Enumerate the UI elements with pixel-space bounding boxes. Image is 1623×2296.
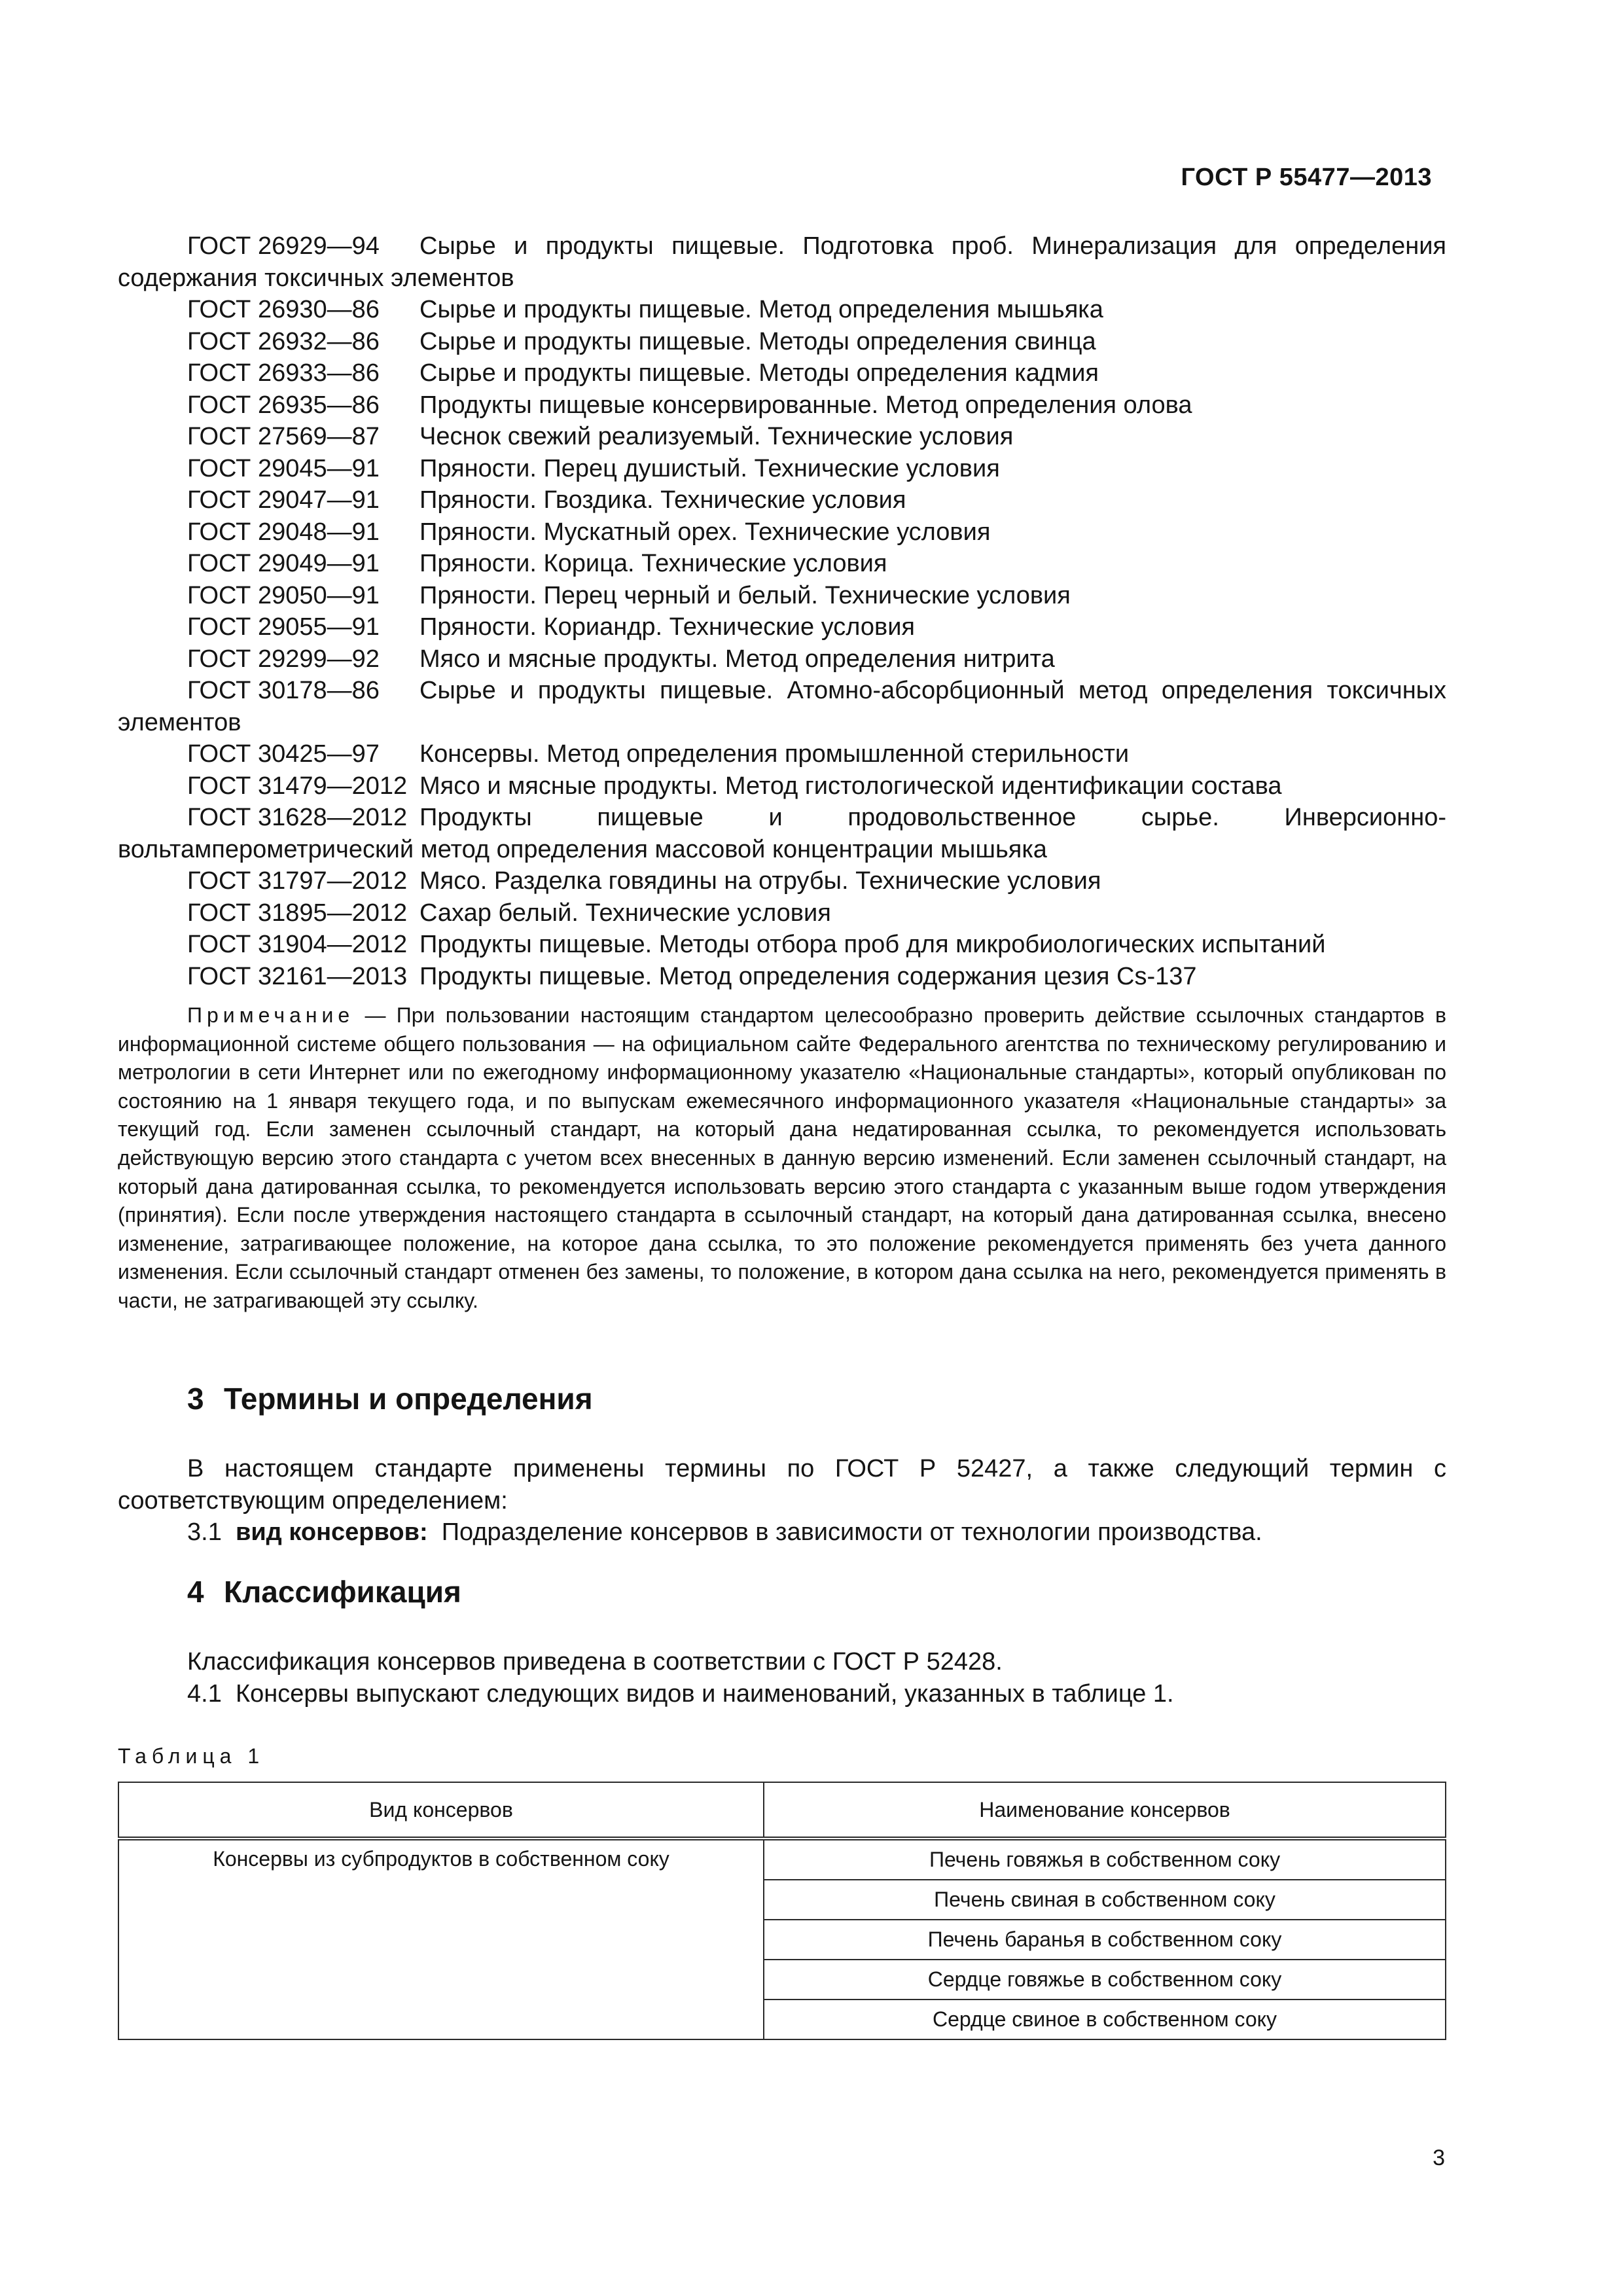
table-1 [118, 1782, 1446, 2040]
reference-code: ГОСТ 31628—2012 [187, 804, 408, 831]
reference-code: ГОСТ 29299—92 [187, 645, 380, 673]
table-cell-name: Печень говяжья в собственном соку [764, 1839, 1446, 1880]
note-text: — При пользовании настоящим стандартом целесообразно проверить действие ссылочных стандартов в информационной системе общего пользования — на официальном сайте Федерального агентства по техническому регулированию и метрологии в сети Интернет или по ежегодному информационному указателю «Национальные стандарты», который опубликован по состоянию на 1 января текущего года, и по выпускам ежемесячного информационного указателя «Национальные стандарты» за текущий год. Если заменен ссылочный стандарт, на который дана недатированная ссылка, то рекомендуется использовать действующую версию этого стандарта с учетом всех внесенных в данную версию изменений. Если заменен ссылочный стандарт, на который дана датированная ссылка, то рекомендуется использовать версию этого стандарта с указанным выше годом утверждения (принятия). Если после утверждения настоящего стандарта в ссылочный стандарт, на который дана датированная ссылка, внесено изменение, затрагивающее положение, на которое дана ссылка, то это положение рекомендуется применять без учета данного изменения. Если ссылочный стандарт отменен без замены, то положение, в котором дана ссылка на него, рекомендуется применять в части, не затрагивающей эту ссылку. [118, 1003, 1447, 1312]
reference-code: ГОСТ 27569—87 [187, 423, 380, 450]
reference-title: Пряности. Перец душистый. Технические условия [419, 454, 1000, 482]
reference-item [118, 611, 1446, 643]
table-cell-kind: Консервы из субпродуктов в собственном соку [118, 1839, 764, 2039]
reference-title: Мясо и мясные продукты. Метод гистологической идентификации состава [419, 772, 1282, 800]
reference-title: Пряности. Кориандр. Технические условия [419, 613, 915, 641]
reference-title: Сырье и продукты пищевые. Метод определения мышьяка [419, 296, 1103, 323]
reference-item [118, 580, 1446, 612]
document-code-header: ГОСТ Р 55477—2013 [1181, 164, 1432, 191]
table-cell-name: Сердце говяжье в собственном соку [764, 1960, 1446, 2000]
reference-item [118, 929, 1446, 961]
item-text: Консервы выпускают следующих видов и наименований, указанных в таблице 1. [235, 1680, 1174, 1708]
reference-title: Сырье и продукты пищевые. Подготовка проб. Минерализация для определения содержания токсичных элементов [118, 232, 1446, 292]
note-label: Примечание [187, 1003, 355, 1027]
normative-references-list [118, 230, 1446, 992]
reference-item [118, 484, 1446, 516]
section-3-title: Термины и определения [224, 1382, 593, 1416]
reference-item [118, 516, 1446, 548]
note-paragraph [118, 1001, 1446, 1316]
reference-code: ГОСТ 29045—91 [187, 454, 380, 482]
section-4-item [118, 1678, 1446, 1710]
reference-title: Продукты пищевые и продовольственное сырье. Инверсионно-вольтамперометрический метод определения массовой концентрации мышьяка [118, 804, 1446, 863]
reference-item [118, 770, 1446, 802]
reference-item [118, 548, 1446, 580]
section-4-title: Классификация [224, 1575, 461, 1609]
reference-code: ГОСТ 26935—86 [187, 391, 380, 419]
reference-code: ГОСТ 31479—2012 [187, 772, 408, 800]
table-row [118, 1839, 1446, 1880]
page-number: 3 [1433, 2145, 1445, 2170]
reference-title: Пряности. Корица. Технические условия [419, 550, 887, 577]
reference-code: ГОСТ 31895—2012 [187, 899, 408, 927]
reference-code: ГОСТ 26932—86 [187, 327, 380, 355]
table-header-kind: Вид консервов [118, 1782, 764, 1839]
table-cell-name: Печень свиная в собственном соку [764, 1880, 1446, 1920]
reference-item [118, 961, 1446, 993]
reference-title: Чеснок свежий реализуемый. Технические условия [419, 423, 1014, 450]
reference-code: ГОСТ 26930—86 [187, 296, 380, 323]
reference-title: Сырье и продукты пищевые. Атомно-абсорбционный метод определения токсичных элементов [118, 677, 1446, 736]
reference-item [118, 865, 1446, 897]
reference-code: ГОСТ 31904—2012 [187, 931, 408, 958]
reference-title: Продукты пищевые консервированные. Метод определения олова [419, 391, 1192, 419]
reference-title: Мясо и мясные продукты. Метод определения нитрита [419, 645, 1055, 673]
table-caption: Таблица 1 [118, 1744, 265, 1768]
reference-code: ГОСТ 29050—91 [187, 581, 380, 609]
reference-title: Сахар белый. Технические условия [419, 899, 831, 927]
reference-item [118, 675, 1446, 738]
reference-code: ГОСТ 31797—2012 [187, 867, 408, 895]
section-4-heading [187, 1574, 461, 1609]
reference-code: ГОСТ 29048—91 [187, 518, 380, 546]
reference-title: Пряности. Гвоздика. Технические условия [419, 486, 906, 514]
reference-item [118, 643, 1446, 675]
reference-item [118, 802, 1446, 865]
reference-code: ГОСТ 26933—86 [187, 359, 380, 387]
table-cell-name: Печень баранья в собственном соку [764, 1920, 1446, 1960]
reference-title: Пряности. Мускатный орех. Технические условия [419, 518, 991, 546]
term-name: вид консервов: [235, 1518, 428, 1546]
term-text: Подразделение консервов в зависимости от технологии производства. [441, 1518, 1262, 1546]
item-number: 4.1 [187, 1680, 222, 1708]
reference-code: ГОСТ 29047—91 [187, 486, 380, 514]
section-4-intro: Классификация консервов приведена в соответствии с ГОСТ Р 52428. [187, 1648, 1003, 1676]
reference-item [118, 357, 1446, 389]
reference-code: ГОСТ 30425—97 [187, 740, 380, 768]
reference-item [118, 453, 1446, 485]
term-definition [118, 1516, 1446, 1549]
reference-code: ГОСТ 29049—91 [187, 550, 380, 577]
reference-code: ГОСТ 26929—94 [187, 232, 380, 260]
reference-item [118, 294, 1446, 326]
term-number: 3.1 [187, 1518, 222, 1546]
section-4-number: 4 [187, 1575, 204, 1609]
reference-item [118, 326, 1446, 358]
reference-title: Пряности. Перец черный и белый. Технические условия [419, 581, 1071, 609]
reference-title: Сырье и продукты пищевые. Методы определения свинца [419, 327, 1096, 355]
table-cell-name: Сердце свиное в собственном соку [764, 2000, 1446, 2039]
reference-item [118, 389, 1446, 422]
reference-title: Сырье и продукты пищевые. Методы определения кадмия [419, 359, 1099, 387]
section-3-intro: В настоящем стандарте применены термины по ГОСТ Р 52427, а также следующий термин с соответствующим определением: [118, 1455, 1446, 1515]
reference-code: ГОСТ 32161—2013 [187, 962, 408, 990]
reference-item [118, 897, 1446, 929]
reference-title: Продукты пищевые. Методы отбора проб для микробиологических испытаний [419, 931, 1326, 958]
reference-title: Консервы. Метод определения промышленной стерильности [419, 740, 1130, 768]
reference-title: Мясо. Разделка говядины на отрубы. Технические условия [419, 867, 1101, 895]
section-3-heading [187, 1381, 593, 1416]
reference-title: Продукты пищевые. Метод определения содержания цезия Cs-137 [419, 962, 1197, 990]
reference-code: ГОСТ 29055—91 [187, 613, 380, 641]
reference-item [118, 230, 1446, 294]
reference-code: ГОСТ 30178—86 [187, 677, 380, 704]
reference-item [118, 421, 1446, 453]
table-header-row [118, 1782, 1446, 1839]
table-header-name: Наименование консервов [764, 1782, 1446, 1839]
reference-item [118, 738, 1446, 770]
section-3-number: 3 [187, 1382, 204, 1416]
